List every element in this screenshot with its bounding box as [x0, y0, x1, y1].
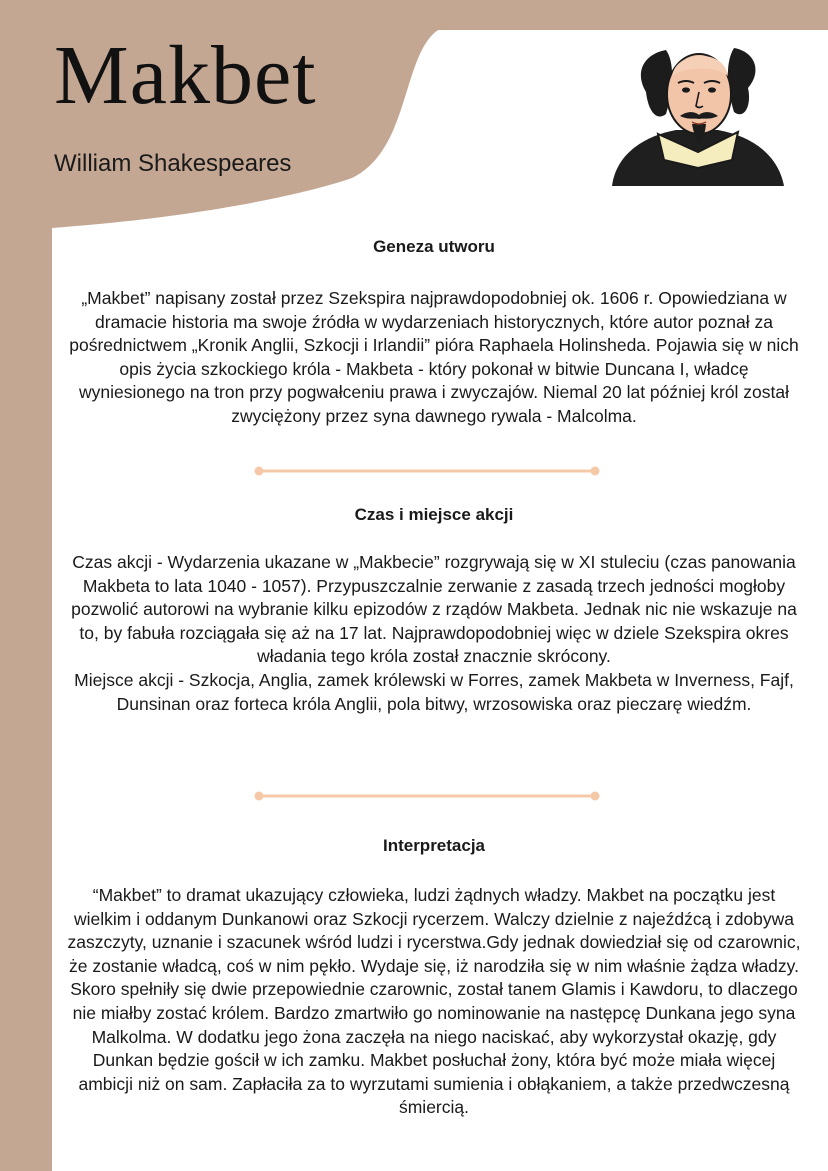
- section-body: [64, 287, 804, 429]
- section-divider: [253, 789, 601, 803]
- section-body: [64, 884, 804, 1120]
- section-interpretation: [64, 836, 804, 1120]
- section-body: [64, 551, 804, 716]
- section-heading: Czas i miejsce akcji: [354, 505, 514, 524]
- section-genesis: [64, 237, 804, 429]
- section-divider: [253, 464, 601, 478]
- shakespeare-portrait-icon: [606, 36, 788, 188]
- paragraph: Miejsce akcji - Szkocja, Anglia, zamek królewski w Forres, zamek Makbeta w Inverness, Fajf, Dunsinan oraz forteca króla Anglii, pola bitwy, wrzosowiska oraz pieczarę wiedźm.: [74, 669, 794, 714]
- paragraph: Czas akcji - Wydarzenia ukazane w „Makbecie” rozgrywają się w XI stuleciu (czas panowania Makbeta to lata 1040 - 1057). Przypuszczalnie zerwanie z zasadą trzech jedności mogłoby pozwolić autorowi na wybranie kilku epizodów z rządów Makbeta. Jednak nic nie wskazuje na to, by fabuła rozciągała się aż na 17 lat. Najprawdopodobniej więc w dziele Szekspira okres władania tego króla został znacznie skrócony.: [71, 552, 797, 667]
- author-subtitle: William Shakespeares: [54, 150, 292, 177]
- paragraph: “Makbet” to dramat ukazujący człowieka, ludzi żądnych władzy. Makbet na początku jest wielkim i oddanym Dunkanowi oraz Szkocji rycerzem. Walczy dzielnie z najeźdźcą i zdobywa zaszczyty, uznanie i szacunek wśród ludzi i rycerstwa.Gdy jednak dowiedział się od czarownic, że zostanie władcą, coś w nim pękło. Wydaje się, iż narodziła się w nim właśnie żądza władzy. Skoro spełniły się dwie przepowiednie czarownic, został tanem Glamis i Kawdoru, to dlaczego nie miałby zostać królem. Bardzo zmartwiło go nominowanie na następcę Dunkana jego syna Malkolma. W dodatku jego żona zaczęła na niego naciskać, aby wykorzystał okazję, gdy Dunkan będzie gościł w ich zamku. Makbet posłuchał żony, która być może miała więcej ambicji niż on sam. Zapłaciła za to wyrzutami sumienia i obłąkaniem, a także przedwczesną śmiercią.: [67, 885, 801, 1118]
- paragraph: „Makbet” napisany został przez Szekspira najprawdopodobniej ok. 1606 r. Opowiedziana w dramacie historia ma swoje źródła w wydarzeniach historycznych, które autor poznał za pośrednictwem „Kronik Anglii, Szkocji i Irlandii” pióra Raphaela Holinsheda. Pojawia się w nich opis życia szkockiego króla - Makbeta - który pokonał w bitwie Duncana I, władcę wyniesionego na tron przy pogwałceniu prawa i zwyczajów. Niemal 20 lat później król został zwyciężony przez syna dawnego rywala - Malcolma.: [69, 288, 799, 426]
- section-time-and-place: [64, 505, 804, 716]
- section-heading: Interpretacja: [382, 836, 486, 855]
- page-title: Makbet: [54, 29, 317, 122]
- section-heading: Geneza utworu: [373, 237, 495, 256]
